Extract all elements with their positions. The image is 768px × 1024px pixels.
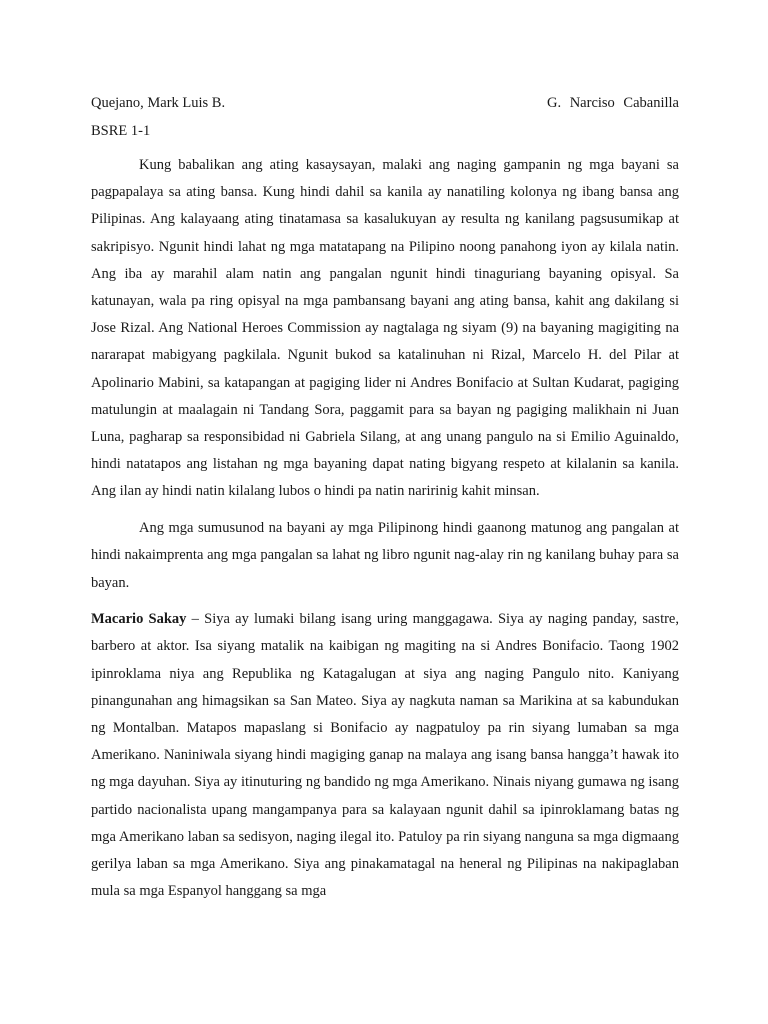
section-code: BSRE 1-1 [91,123,151,139]
intro-paragraph: Kung babalikan ang ating kasaysayan, malaki ang naging gampanin ng mga bayani sa pagpapalaya sa ating bansa. Kung hindi dahil sa kanila ay nanatiling kolonya ng ibang bansa ang Pilipinas. Ang kalayaang ating tinatamasa sa kasalukuyan ay resulta ng kanilang pagsusumikap at sakripisyo. Ngunit hindi lahat ng mga matatapang na Pilipino noong panahong iyon ay kilala natin. Ang iba ay marahil alam natin ang pangalan ngunit hindi tinaguriang bayaning opisyal. Sa katunayan, wala pa ring opisyal na mga pambansang bayani ang ating bansa, kahit ang dakilang si Jose Rizal. Ang National Heroes Commission ay nagtalaga ng siyam (9) na bayaning magigiting na nararapat mabigyang pagkilala. Ngunit bukod sa katalinuhan ni Rizal, Marcelo H. del Pilar at Apolinario Mabini, sa katapangan at pagiging lider ni Andres Bonifacio at Sultan Kudarat, pagiging matulungin at maalagain ni Tandang Sora, paggamit para sa bayan ng pagiging malikhain ni Juan Luna, pagharap sa responsibidad ni Gabriela Silang, at ang unang pangulo na si Emilio Aguinaldo, hindi natatapos ang listahan ng mga bayaning dapat nating bigyang respeto at kilalanin sa kanila. Ang ilan ay hindi natin kilalang lubos o hindi pa natin naririnig kahit minsan. [91,157,679,500]
essay-body [91,152,679,915]
instructor-name: G. Narciso Cabanilla [546,95,679,111]
hero-name: Macario Sakay [91,611,187,628]
hero-paragraph [91,606,679,905]
document-header [91,92,679,114]
hero-description: – Siya ay lumaki bilang isang uring manggagawa. Siya ay naging panday, sastre, barbero at aktor. Isa siyang matalik na kaibigan ng magiting na si Andres Bonifacio. Taong 1902 ipinroklama niya ang Republika ng Katagalugan at siya ang naging Pangulo nito. Kaniyang pinangunahan ang himagsikan sa San Mateo. Siya ay nagkuta naman sa Marikina at sa kabundukan ng Montalban. Matapos mapaslang si Bonifacio ay nagpatuloy pa rin siyang lumaban sa mga Amerikano. Naniniwala siyang hindi magiging ganap na malaya ang isang bansa hangga’t hawak ito ng mga dayuhan. Siya ay itinuturing ng bandido ng mga Amerikano. Ninais niyang gumawa ng isang partido nacionalista upang mangampanya para sa kalayaan ngunit dahil sa ipinroklamang batas ng mga Amerikano laban sa sedisyon, naging ilegal ito. Patuloy pa rin siyang nanguna sa mga digmaang gerilya laban sa mga Amerikano. Siya ang pinakamatagal na heneral ng Pilipinas na nakipaglaban mula sa mga Espanyol hanggang sa mga [91,611,679,900]
author-name: Quejano, Mark Luis B. [91,95,226,111]
second-paragraph: Ang mga sumusunod na bayani ay mga Pilipinong hindi gaanong matunog ang pangalan at hindi nakaimprenta ang mga pangalan sa lahat ng libro ngunit nag-alay rin ng kanilang buhay para sa bayan. [91,520,679,591]
